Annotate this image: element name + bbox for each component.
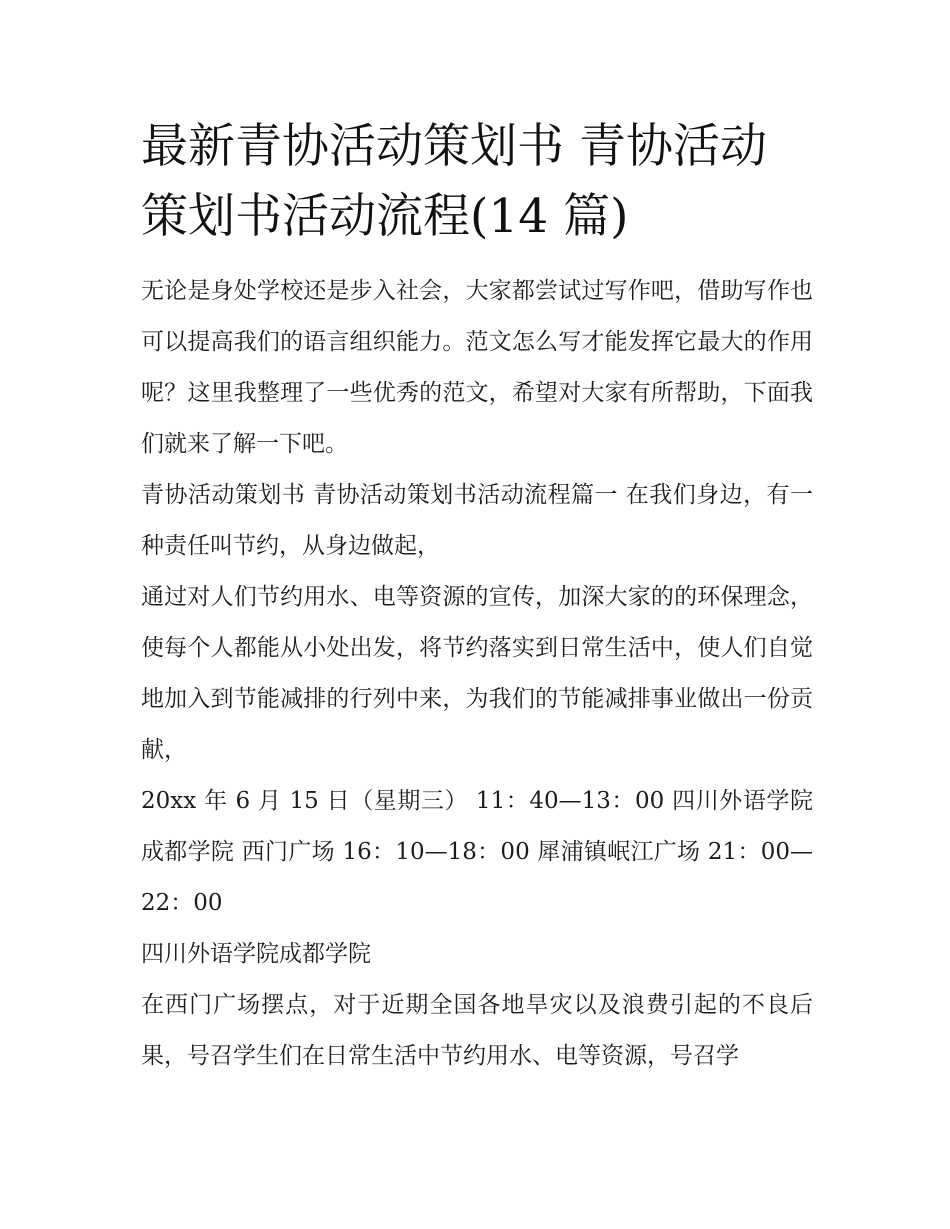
schedule-paragraph: 20xx 年 6 月 15 日（星期三） 11：40—13：00 四川外语学院成都学院 西门广场 16：10—18：00 犀浦镇岷江广场 21：00—22：00 — [141, 788, 813, 916]
section-heading-paragraph: 青协活动策划书 青协活动策划书活动流程篇一 在我们身边，有一种责任叫节约，从身边做起， — [141, 482, 813, 559]
document-body — [141, 112, 813, 1082]
purpose-paragraph: 通过对人们节约用水、电等资源的宣传，加深大家的的环保理念，使每个人都能从小处出发，将节约落实到日常生活中，使人们自觉地加入到节能减排的行列中来，为我们的节能减排事业做出一份贡献， — [141, 584, 813, 763]
intro-paragraph: 无论是身处学校还是步入社会，大家都尝试过写作吧，借助写作也可以提高我们的语言组织能力。范文怎么写才能发挥它最大的作用呢？这里我整理了一些优秀的范文，希望对大家有所帮助，下面我们就来了解一下吧。 — [141, 278, 813, 457]
document-title: 最新青协活动策划书 青协活动策划书活动流程(14 篇) — [141, 119, 767, 244]
location-paragraph: 四川外语学院成都学院 — [141, 941, 371, 967]
activity-paragraph: 在西门广场摆点，对于近期全国各地旱灾以及浪费引起的不良后果，号召学生们在日常生活中节约用水、电等资源，号召学 — [141, 992, 813, 1069]
